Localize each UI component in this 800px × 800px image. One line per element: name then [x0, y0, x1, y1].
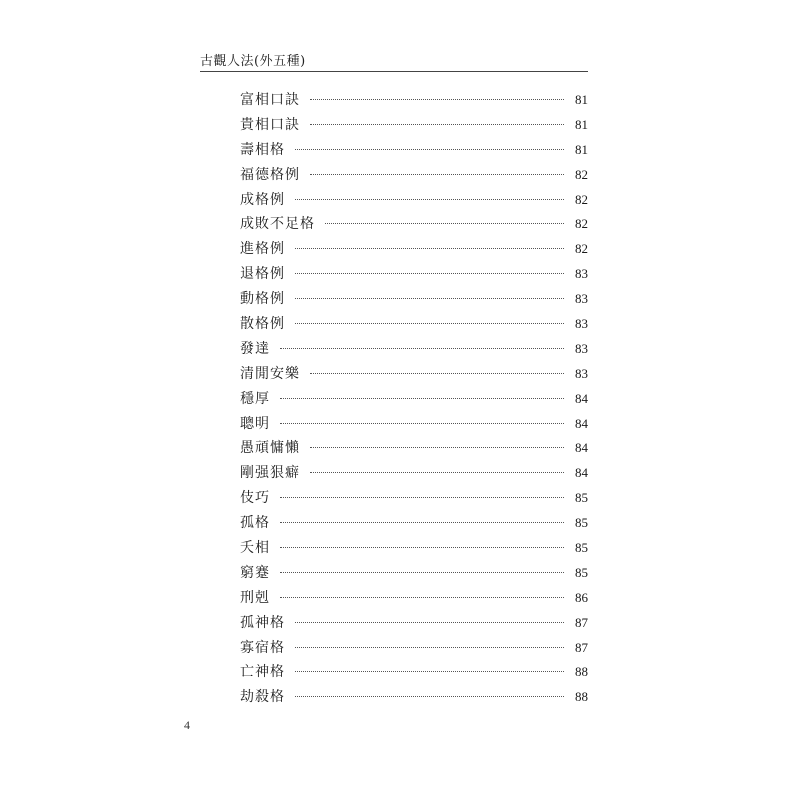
- toc-entry-page: 84: [575, 465, 588, 481]
- toc-entry-page: 88: [575, 664, 588, 680]
- toc-entry-title: 愚頑慵懶: [240, 440, 300, 457]
- running-head-title: 古觀人法(外五種): [200, 54, 306, 69]
- toc-entry-title: 成敗不足格: [240, 216, 315, 233]
- dot-leader: [280, 398, 564, 399]
- toc-entry-title: 成格例: [240, 191, 285, 208]
- dot-leader: [310, 447, 564, 448]
- toc-entry-title: 福德格例: [240, 166, 300, 183]
- toc-entry-page: 85: [575, 490, 588, 506]
- dot-leader: [295, 149, 564, 150]
- dot-leader: [310, 472, 564, 473]
- toc-entry-page: 81: [575, 141, 588, 157]
- toc-entry-title: 退格例: [240, 266, 285, 283]
- toc-entry-title: 發達: [240, 340, 270, 357]
- dot-leader: [280, 348, 564, 349]
- page-number: 4: [184, 718, 190, 732]
- dot-leader: [280, 572, 564, 573]
- dot-leader: [280, 597, 564, 598]
- toc-entry-title: 孤神格: [240, 614, 285, 631]
- toc-entry-title: 孤格: [240, 515, 270, 532]
- dot-leader: [295, 298, 564, 299]
- dot-leader: [295, 647, 564, 648]
- toc-entry-page: 83: [575, 365, 588, 381]
- toc-entry: [240, 412, 588, 437]
- dot-leader: [295, 199, 564, 200]
- dot-leader: [325, 223, 564, 224]
- dot-leader: [310, 174, 564, 175]
- toc-entry-title: 進格例: [240, 241, 285, 258]
- toc-entry-page: 81: [575, 92, 588, 107]
- dot-leader: [295, 273, 564, 274]
- toc-entry-page: 85: [575, 564, 588, 580]
- toc-entry: [240, 337, 588, 362]
- toc-entry: [240, 312, 588, 337]
- toc-entry-page: 82: [575, 216, 588, 232]
- toc-entry-page: 82: [575, 166, 588, 182]
- toc-entry-page: 84: [575, 415, 588, 431]
- toc-entry-title: 富相口訣: [240, 92, 300, 108]
- toc-entry-title: 清閒安樂: [240, 365, 300, 382]
- dot-leader: [310, 373, 564, 374]
- toc-entry-page: 81: [575, 116, 588, 132]
- toc-entry: [240, 660, 588, 685]
- table-of-contents: [240, 88, 588, 710]
- toc-entry-page: 85: [575, 515, 588, 531]
- toc-entry-page: 84: [575, 440, 588, 456]
- toc-entry: [240, 212, 588, 237]
- toc-entry: [240, 536, 588, 561]
- dot-leader: [295, 248, 564, 249]
- toc-entry: [240, 287, 588, 312]
- toc-entry: [240, 561, 588, 586]
- toc-entry-title: 寡宿格: [240, 639, 285, 656]
- toc-entry-page: 83: [575, 340, 588, 356]
- toc-entry-page: 87: [575, 639, 588, 655]
- toc-entry: [240, 138, 588, 163]
- dot-leader: [280, 423, 564, 424]
- toc-entry-title: 散格例: [240, 316, 285, 333]
- toc-entry: [240, 188, 588, 213]
- toc-entry: [240, 461, 588, 486]
- toc-entry-title: 窮蹇: [240, 564, 270, 581]
- toc-entry: [240, 511, 588, 536]
- toc-entry-title: 劫殺格: [240, 689, 285, 706]
- toc-entry-title: 動格例: [240, 291, 285, 308]
- toc-entry-title: 剛强狠癖: [240, 465, 300, 482]
- toc-entry: [240, 262, 588, 287]
- dot-leader: [310, 99, 564, 100]
- toc-entry-title: 刑剋: [240, 589, 270, 606]
- toc-entry-title: 穩厚: [240, 390, 270, 407]
- toc-entry: [240, 636, 588, 661]
- toc-entry-page: 83: [575, 316, 588, 332]
- dot-leader: [295, 671, 564, 672]
- toc-entry-title: 聰明: [240, 415, 270, 432]
- toc-entry-page: 87: [575, 614, 588, 630]
- dot-leader: [280, 522, 564, 523]
- toc-entry: [240, 611, 588, 636]
- toc-entry-page: 86: [575, 589, 588, 605]
- toc-entry-page: 85: [575, 540, 588, 556]
- dot-leader: [280, 547, 564, 548]
- toc-entry: [240, 163, 588, 188]
- toc-entry: [240, 387, 588, 412]
- toc-entry: [240, 436, 588, 461]
- toc-entry-title: 伎巧: [240, 490, 270, 507]
- dot-leader: [295, 323, 564, 324]
- toc-entry-page: 88: [575, 689, 588, 705]
- dot-leader: [295, 696, 564, 697]
- toc-entry-title: 壽相格: [240, 141, 285, 158]
- toc-entry-page: 83: [575, 291, 588, 307]
- toc-entry-title: 貴相口訣: [240, 116, 300, 133]
- toc-entry-page: 82: [575, 191, 588, 207]
- toc-entry: [240, 586, 588, 611]
- toc-entry-page: 82: [575, 241, 588, 257]
- toc-entry: [240, 113, 588, 138]
- dot-leader: [295, 622, 564, 623]
- toc-entry: [240, 362, 588, 387]
- toc-entry: [240, 88, 588, 113]
- toc-entry-title: 夭相: [240, 540, 270, 557]
- header-rule: [200, 71, 588, 72]
- toc-entry-page: 84: [575, 390, 588, 406]
- dot-leader: [310, 124, 564, 125]
- toc-entry: [240, 486, 588, 511]
- toc-entry: [240, 237, 588, 262]
- toc-entry-title: 亡神格: [240, 664, 285, 681]
- toc-entry: [240, 685, 588, 710]
- toc-entry-page: 83: [575, 266, 588, 282]
- dot-leader: [280, 497, 564, 498]
